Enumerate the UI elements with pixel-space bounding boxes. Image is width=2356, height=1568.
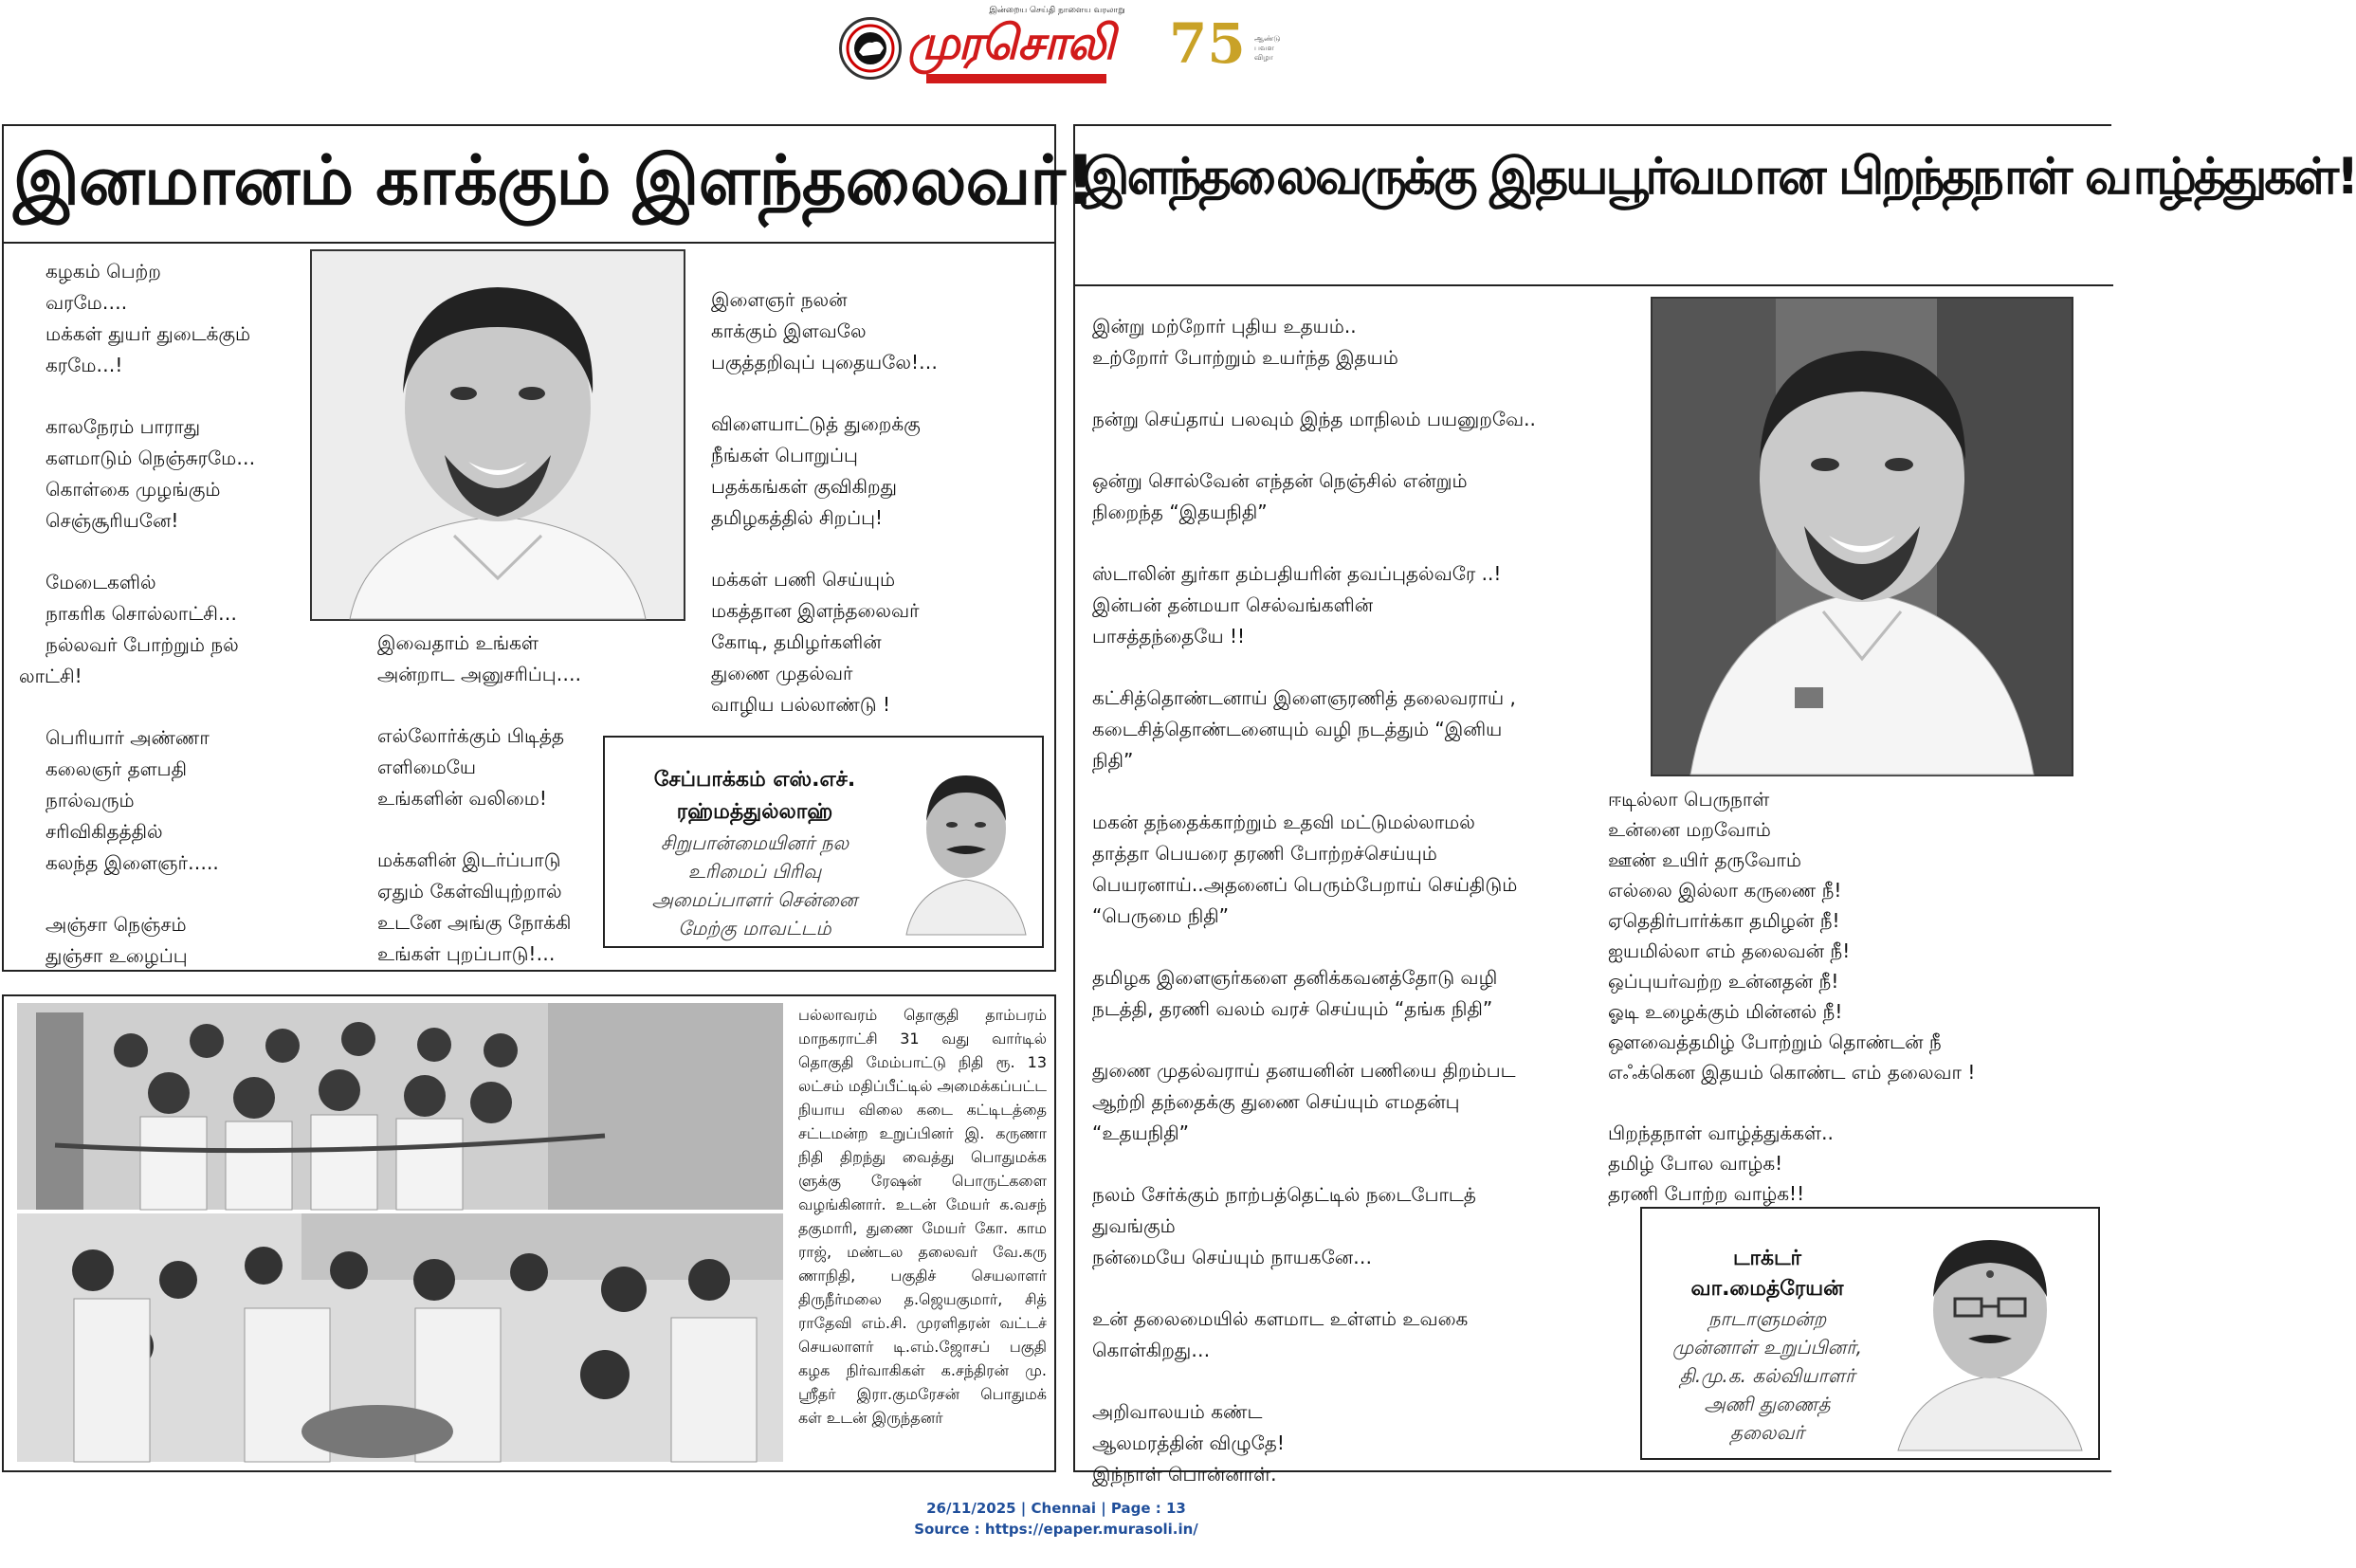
story-line: திருநீர்மலை த.ஜெயகுமார், சித்: [798, 1290, 1047, 1308]
poem-line: கடைசித்தொண்டனையும் வழி நடத்தும் “இனிய: [1092, 718, 1503, 740]
anniversary-number: 75: [1169, 11, 1246, 76]
poem-line: நடத்தி, தரணி வலம் வரச் செய்யும் “தங்க நிதி”: [1092, 997, 1493, 1020]
story-line: சட்டமன்ற உறுப்பினர் இ. கருணா: [798, 1124, 1047, 1142]
byline-role: அணி துணைத்: [1704, 1393, 1831, 1415]
story-line: லட்சம் மதிப்பீட்டில் அமைக்கப்பட்ட: [798, 1077, 1048, 1095]
poem-line: அஞ்சா நெஞ்சம்: [46, 913, 187, 936]
poem-line: காலநேரம் பாராது: [46, 415, 201, 438]
poem-line: உங்கள் புறப்பாடு!…: [377, 942, 556, 965]
poem-line: துவங்கும்: [1092, 1214, 1176, 1237]
poem-line: உற்றோர் போற்றும் உயர்ந்த இதயம்: [1092, 346, 1398, 369]
poem-line: அறிவாலயம் கண்ட: [1092, 1400, 1263, 1423]
poem-line: பதக்கங்கள் குவிகிறது: [711, 475, 897, 498]
byline-name: டாக்டர்: [1732, 1247, 1802, 1270]
byline-name: சேப்பாக்கம் எஸ்.எச்.: [653, 768, 856, 792]
left-byline-text: [612, 764, 897, 942]
masthead-tagline: இன்றைய செய்தி நாளைய வரலாறு: [989, 6, 1125, 15]
byline-role: தி.மு.க. கல்வியாளர்: [1679, 1364, 1855, 1387]
footer-date-page: 26/11/2025 | Chennai | Page : 13: [926, 1500, 1186, 1517]
story-line: பல்லாவரம் தொகுதி தாம்பரம்: [798, 1006, 1047, 1024]
poem-line: உடனே அங்கு நோக்கி: [377, 911, 572, 934]
poem-line: ஔவைத்தமிழ் போற்றும் தொண்டன் நீ: [1608, 1030, 1942, 1053]
right-col1-stanza: [1092, 1304, 1633, 1366]
right-headline: இளந்தலைவருக்கு இதயபூர்வமான பிறந்தநாள் வாழ்த்துகள்!: [1081, 148, 2356, 206]
story-line: தகுமாரி, துணை மேயர் கோ. காம: [798, 1219, 1047, 1237]
left-col2-stanza: [377, 720, 605, 814]
right-col1-stanza: [1092, 1396, 1633, 1490]
byline-name: ரஹ்மத்துல்லாஹ்: [676, 800, 833, 824]
left-col3-stanza: [711, 564, 1033, 720]
portrait-photo: [310, 249, 685, 621]
left-col2: [377, 628, 605, 1000]
poem-line: நல்லவர் போற்றும் நல்: [46, 633, 239, 656]
bottom-story-text: [798, 1003, 1047, 1430]
left-col1-stanza: [19, 722, 313, 879]
story-line: வழங்கினார். உடன் மேயர் க.வசந்: [798, 1195, 1047, 1213]
poem-line: களமாடும் நெஞ்சுரமே…: [46, 447, 256, 469]
left-col2-stanza: [377, 628, 605, 690]
poem-line: பெயரனாய்..அதனைப் பெரும்பேறாய் செய்திடும்: [1092, 873, 1518, 896]
poem-line: லாட்சி!: [19, 665, 82, 687]
poem-line: துஞ்சா உழைப்பு: [46, 944, 188, 967]
story-line: செயலாளர் டி.எம்.ஜோசப் பகுதி: [798, 1338, 1047, 1356]
byline-role: அமைப்பாளர் சென்னை: [651, 888, 858, 911]
right-col1-stanza: [1092, 465, 1633, 528]
poem-line: கொள்கிறது…: [1092, 1339, 1211, 1361]
right-col1-stanza: [1092, 1055, 1633, 1149]
story-line: ராதேவி எம்.சி. முரளிதரன் வட்டச்: [798, 1314, 1047, 1332]
poem-line: கட்சித்தொண்டனாய் இளைஞரணித் தலைவராய் ,: [1092, 686, 1516, 709]
poem-line: இந்நாள் பொன்னாள்.: [1092, 1463, 1277, 1486]
poem-line: துணை முதல்வராய் தனயனின் பணியை திறம்பட: [1092, 1059, 1516, 1082]
story-line: ராஜ், மண்டல தலைவர் வே.கரு: [798, 1243, 1047, 1261]
poem-line: ஈடில்லா பெருநாள்: [1608, 788, 1770, 811]
left-col1-stanza: [19, 567, 313, 692]
party-emblem-icon: [839, 17, 902, 80]
poem-line: வாழிய பல்லாண்டு !: [711, 693, 890, 716]
poem-line: தமிழ் போல வாழ்க!: [1608, 1152, 1783, 1175]
left-byline-photo: [897, 755, 1035, 935]
poem-line: தரணி போற்ற வாழ்க!!: [1608, 1182, 1805, 1205]
poem-line: கலைஞர் தளபதி: [46, 757, 187, 780]
byline-role: சிறுபான்மையினர் நல: [660, 831, 849, 854]
left-col3: [711, 284, 1033, 751]
poem-line: ஏதெதிர்பார்க்கா தமிழன் நீ!: [1608, 909, 1840, 932]
poem-line: கொள்கை முழங்கும்: [46, 478, 221, 501]
byline-role: நாடாளுமன்ற: [1708, 1307, 1827, 1330]
left-col3-stanza: [711, 409, 1033, 534]
story-line: மாநகராட்சி 31 வது வார்டில்: [798, 1030, 1047, 1048]
poem-line: ஒன்று சொல்வேன் எந்தன் நெஞ்சில் என்றும்: [1092, 469, 1468, 492]
poem-line: துணை முதல்வர்: [711, 662, 853, 684]
poem-line: இன்று மற்றோர் புதிய உதயம்..: [1092, 315, 1357, 337]
right-col1-stanza: [1092, 311, 1633, 374]
footer-source-link[interactable]: Source : https://epaper.murasoli.in/: [914, 1521, 1198, 1538]
right-byline-photo: [1889, 1215, 2091, 1450]
ribbon-cutting-photo: [17, 1003, 783, 1210]
poem-line: உன் தலைமையில் களமாட உள்ளம் உவகை: [1092, 1307, 1469, 1330]
poem-line: எஃக்கென இதயம் கொண்ட எம் தலைவா !: [1608, 1061, 1976, 1084]
right-col1-stanza: [1092, 683, 1633, 776]
poem-line: உங்களின் வலிமை!: [377, 787, 547, 810]
left-col1: [19, 256, 313, 1002]
poem-line: ஐயமில்லா எம் தலைவன் நீ!: [1608, 939, 1851, 962]
byline-role: முன்னாள் உறுப்பினர்,: [1671, 1336, 1863, 1358]
left-col3-stanza: [711, 284, 1033, 378]
poem-line: மகன் தந்தைக்காற்றும் உதவி மட்டுமல்லாமல்: [1092, 811, 1475, 833]
poem-line: இன்பன் தன்மயா செல்வங்களின்: [1092, 593, 1374, 616]
story-line: ஸ்ரீதர் இரா.குமரேசன் பொதுமக்: [798, 1385, 1047, 1403]
poem-line: உன்னை மறவோம்: [1608, 818, 1771, 841]
ration-distribution-photo: [17, 1213, 783, 1462]
poem-line: மக்களின் இடர்ப்பாடு: [377, 848, 561, 871]
left-col2-stanza: [377, 845, 605, 970]
poem-line: பகுத்தறிவுப் புதையலே!…: [711, 351, 938, 374]
right-col2-stanza: [1608, 1118, 2101, 1209]
poem-line: ஒப்புயர்வற்ற உன்னதன் நீ!: [1608, 970, 1839, 993]
poem-line: விளையாட்டுத் துறைக்கு: [711, 412, 921, 435]
byline-role: உரிமைப் பிரிவு: [687, 860, 822, 883]
poem-line: நாகரிக சொல்லாட்சி…: [46, 602, 237, 625]
poem-line: செஞ்சூரியனே!: [46, 509, 179, 532]
poem-line: மக்கள் பணி செய்யும்: [711, 568, 896, 591]
headline-rule: [2, 242, 1056, 244]
story-line: தொகுதி மேம்பாட்டு நிதி ரூ. 13: [798, 1053, 1047, 1071]
poem-line: “உதயநிதி”: [1092, 1121, 1189, 1144]
poem-line: ஓடி உழைக்கும் மின்னல் நீ!: [1608, 1000, 1843, 1023]
story-line: நிதி திறந்து வைத்து பொதுமக்க: [798, 1148, 1047, 1166]
poem-line: நீங்கள் பொறுப்பு: [711, 444, 858, 466]
poem-line: தாத்தா பெயரை தரணி போற்றச்செய்யும்: [1092, 842, 1437, 865]
left-headline: இனமானம் காக்கும் இளந்தலைவர்!: [13, 140, 1095, 220]
left-col1-stanza: [19, 256, 313, 381]
masthead: [839, 6, 1285, 89]
poem-line: அன்றாட அனுசரிப்பு….: [377, 663, 581, 685]
page-footer: [819, 1498, 1293, 1540]
right-col2: [1608, 784, 2101, 1239]
story-line: கழக நிர்வாகிகள் க.சந்திரன் மு.: [798, 1361, 1047, 1379]
right-col1-stanza: [1092, 962, 1633, 1025]
masthead-slogan-bar: [926, 74, 1106, 83]
story-line: நியாய விலை கடை கட்டிடத்தை: [798, 1101, 1047, 1119]
headline-rule: [1073, 284, 2113, 286]
poem-line: காக்கும் இளவலே: [711, 319, 867, 342]
story-line: ணாநிதி, பகுதிச் செயலாளர்: [798, 1267, 1047, 1285]
poem-line: பாசத்தந்தையே !!: [1092, 625, 1245, 647]
poem-line: தமிழகத்தில் சிறப்பு!: [711, 506, 884, 529]
poem-line: பிறந்தநாள் வாழ்த்துக்கள்..: [1608, 1121, 1834, 1144]
poem-line: நிறைந்த “இதயநிதி”: [1092, 501, 1268, 523]
poem-line: கரமே…!: [46, 354, 123, 376]
poem-line: சரிவிகிதத்தில்: [46, 820, 163, 843]
poem-line: மேடைகளில்: [46, 571, 156, 593]
poem-line: இளைஞர் நலன்: [711, 288, 848, 311]
byline-role: தலைவர்: [1729, 1421, 1805, 1444]
left-col1-stanza: [19, 411, 313, 537]
birthday-portrait-photo: [1651, 297, 2073, 776]
byline-role: மேற்கு மாவட்டம்: [678, 917, 831, 939]
poem-line: நால்வரும்: [46, 789, 135, 811]
poem-line: மகத்தான இளந்தலைவர்: [711, 599, 920, 622]
poem-line: ஆலமரத்தின் விழுதே!: [1092, 1431, 1285, 1454]
byline-name: வா.மைத்ரேயன்: [1690, 1277, 1844, 1301]
poem-line: ஊண் உயிர் தருவோம்: [1608, 848, 1801, 871]
story-line: ளுக்கு ரேஷன் பொருட்களை: [798, 1172, 1047, 1190]
right-col1-stanza: [1092, 1179, 1633, 1273]
poem-line: கோடி, தமிழர்களின்: [711, 630, 882, 653]
poem-line: எளிமையே: [377, 756, 477, 778]
poem-line: எல்லை இல்லா கருணை நீ!: [1608, 879, 1842, 902]
poem-line: ஸ்டாலின் துர்கா தம்பதியரின் தவப்புதல்வரே ..!: [1092, 562, 1502, 585]
right-col1-stanza: [1092, 558, 1633, 652]
poem-line: தமிழக இளைஞர்களை தனிக்கவனத்தோடு வழி: [1092, 966, 1498, 989]
poem-line: பெரியார் அண்ணா: [46, 726, 210, 749]
poem-line: ஆற்றி தந்தைக்கு துணை செய்யும் எமதன்பு: [1092, 1090, 1460, 1113]
poem-line: வரமே….: [46, 291, 128, 314]
poem-line: இவைதாம் உங்கள்: [377, 631, 539, 654]
poem-line: நன்மையே செய்யும் நாயகனே…: [1092, 1246, 1373, 1268]
poem-line: கழகம் பெற்ற: [46, 260, 161, 283]
poem-line: கலந்த இளைஞர்…..: [46, 851, 219, 874]
masthead-logo: முரசொலி: [907, 15, 1113, 70]
story-line: கள் உடன் இருந்தனர்: [798, 1409, 943, 1427]
poem-line: நலம் சேர்க்கும் நாற்பத்தெட்டில் நடைபோடத்: [1092, 1183, 1476, 1206]
poem-line: மக்கள் துயர் துடைக்கும்: [46, 322, 251, 345]
right-col1-stanza: [1092, 807, 1633, 932]
right-byline-text: [1646, 1244, 1889, 1447]
poem-line: நிதி”: [1092, 749, 1134, 772]
poem-line: “பெருமை நிதி”: [1092, 904, 1230, 927]
right-col1-stanza: [1092, 404, 1633, 435]
poem-line: நன்று செய்தாய் பலவும் இந்த மாநிலம் பயனுறவே..: [1092, 408, 1536, 430]
right-col1: [1092, 311, 1633, 1521]
poem-line: எல்லோர்க்கும் பிடித்த: [377, 724, 565, 747]
right-col2-stanza: [1608, 784, 2101, 1087]
anniversary-sub: ஆண்டு பவள விழா: [1254, 34, 1281, 62]
poem-line: ஏதும் கேள்வியுற்றால்: [377, 880, 562, 903]
left-col1-stanza: [19, 909, 313, 972]
